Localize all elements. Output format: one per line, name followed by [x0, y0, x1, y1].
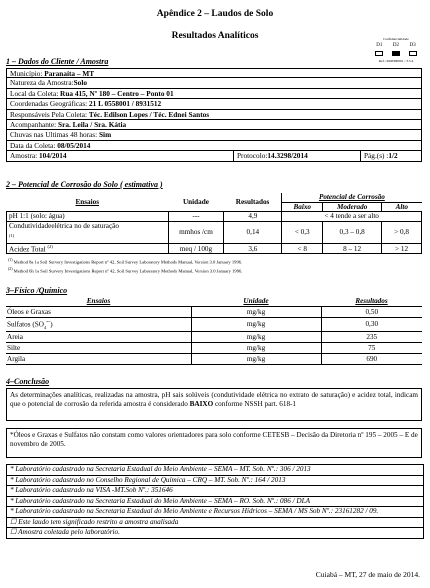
footnote: $^{(1)}$ Method 8a 1a Soil Survery Investigations Report nº 42, Soil Survey Laboratory Methods Manual, Version 3.0 January 1996.	[8, 258, 243, 265]
table-row: Argila mg/kg 690	[6, 353, 422, 364]
stamp-caption: Confidencialidade	[383, 37, 409, 41]
client-row: Data da Coleta: 08/05/2014	[6, 141, 422, 151]
table-row: Silte mg/kg 75	[6, 342, 422, 353]
list-item: * Laboratório cadastrado na VISA -MT.Sob Nº.: 351646	[7, 486, 423, 497]
table-row: Sulfatos $(SO_4^{=-})$ mg/kg 0,30	[6, 318, 422, 332]
corrosion-notes	[8, 257, 422, 274]
physico-table	[6, 296, 422, 365]
stamp-box-d1	[375, 51, 383, 56]
col-potencial: Potencial de Corrosão	[282, 193, 422, 202]
client-row: Chuvas nas Ultimas 48 horas: Sim	[6, 130, 422, 140]
list-item: * Laboratório cadastrado na Secretaria Estadual do Meio Ambiente – SEMA – MT. Sob. Nº.: 306 / 2013	[7, 465, 423, 476]
col-baixo: Baixo	[282, 202, 323, 211]
stamp-box-d3	[409, 51, 417, 56]
list-item: * Laboratório cadastrado na Secretaria Estadual do Meio Ambiente e Recursos Hídricos – SEMA / MS Sob Nº.: 23161282 / 09.	[7, 507, 423, 518]
footnote: $^{(2)}$ Method 6h 1a Soil Survery Investigations Report nº 42, Soil Survey Laboratory Methods Manual, Version 3.0 January 1996.	[8, 266, 243, 274]
client-row: Acompanhante: Sra. Leila / Sra. Kátia	[6, 120, 422, 130]
section-physico-heading: 3–Físico /Químico	[6, 286, 68, 295]
protocol-cell: Protocolo:14.3298/2014	[234, 151, 361, 160]
corrosion-header-row	[7, 193, 422, 202]
stamp-label-d2: D2	[392, 43, 400, 49]
client-table	[6, 68, 422, 162]
section-conclusion-heading: 4–Conclusão	[6, 377, 50, 386]
table-row: Óleos e Graxas mg/kg 0,50	[6, 307, 422, 318]
sample-cell: Amostra: 104/2014	[7, 151, 234, 160]
confidentiality-stamp	[371, 37, 421, 67]
client-row: Natureza da Amostra:Solo	[6, 78, 422, 88]
lab-registrations	[6, 464, 424, 539]
list-item: ☐ Amostra coletada pelo laboratório.	[10, 528, 120, 536]
pages-cell: Pág.(s) :1/2	[364, 151, 398, 161]
col-alto: Alto	[382, 202, 422, 211]
col-resultados: Resultados	[235, 197, 270, 206]
col-unidade: Unidade	[182, 197, 209, 206]
document-title: Resultados Analíticos	[171, 31, 259, 41]
table-row: pH 1:1 (solo: água) --- 4,9 < 4 tende a ser alto	[7, 211, 422, 221]
col-ensaios: Ensaios	[75, 197, 100, 206]
physico-header-row: Ensaios Unidade Resultados	[6, 296, 422, 307]
list-item: ☐ Este laudo tem significado restrito a amostra analisada	[7, 518, 423, 529]
appendix-title: Apêndice 2 – Laudos de Solo	[156, 9, 274, 19]
stamp-box-d2	[392, 51, 400, 56]
client-row: Coordenadas Geográficas: 21 L 0558001 / 8931512	[6, 99, 422, 109]
list-item: * Laboratório cadastrado no Conselho Regional de Química – CRQ – MT. Sob. Nº.: 164 / 2013	[7, 476, 423, 487]
stamp-ref: Ref.: MOH00001 / 3.5.4	[378, 59, 414, 64]
client-row-sample	[6, 151, 422, 161]
client-row: Local da Coleta: Rua 415, Nº 180 – Centro – Ponto 01	[6, 89, 422, 99]
standards-note-box: *Óleos e Graxas e Sulfatos não constam como valores orientadores para solo conforme CETESB – Decisão da Diretoria nº 195 – 2005 – E de novembro de 2005.	[6, 428, 422, 458]
list-item: * Laboratório cadastrado na Secretaria Estadual do Meio Ambiente – SEMA – RO. Sob. Nº.: 086 / DLA	[7, 497, 423, 508]
table-row: Acidez Total $^{(2)}$ meq / 100g 3,6 < 8 8 – 12 > 12	[7, 243, 422, 253]
corrosion-table	[6, 193, 422, 254]
stamp-label-d1: D1	[376, 43, 383, 49]
stamp-label-d3: D3	[409, 43, 416, 49]
client-row: Município: Paranaíta – MT	[6, 68, 422, 78]
section-corrosion-heading: 2 – Potencial de Corrosão do Solo ( estimativa )	[6, 180, 163, 189]
col-moderado: Moderado	[323, 202, 382, 211]
place-date: Cuiabá – MT, 27 de maio de 2014.	[315, 570, 420, 579]
client-row: Responsáveis Pela Coleta: Téc. Edilson Lopes / Téc. Ednei Santos	[6, 110, 422, 120]
conclusion-box: As determinações analíticas, realizadas na amostra, pH sais solúveis (condutividade elétrica no extrato de saturação) e acidez total, indicam que o potencial de corrosão da referida amostra é considerado BAIXO conforme NSSH part. 618-1	[6, 388, 422, 421]
table-row: Areia mg/kg 235	[6, 331, 422, 342]
table-row: Condutividadeelétrica no de saturação $^{(1)}$ mmhos /cm 0,14 < 0,3 0,3 – 0,8 > 0,8	[7, 221, 422, 243]
section-client-heading: 1 – Dados do Cliente / Amostra	[6, 57, 109, 66]
